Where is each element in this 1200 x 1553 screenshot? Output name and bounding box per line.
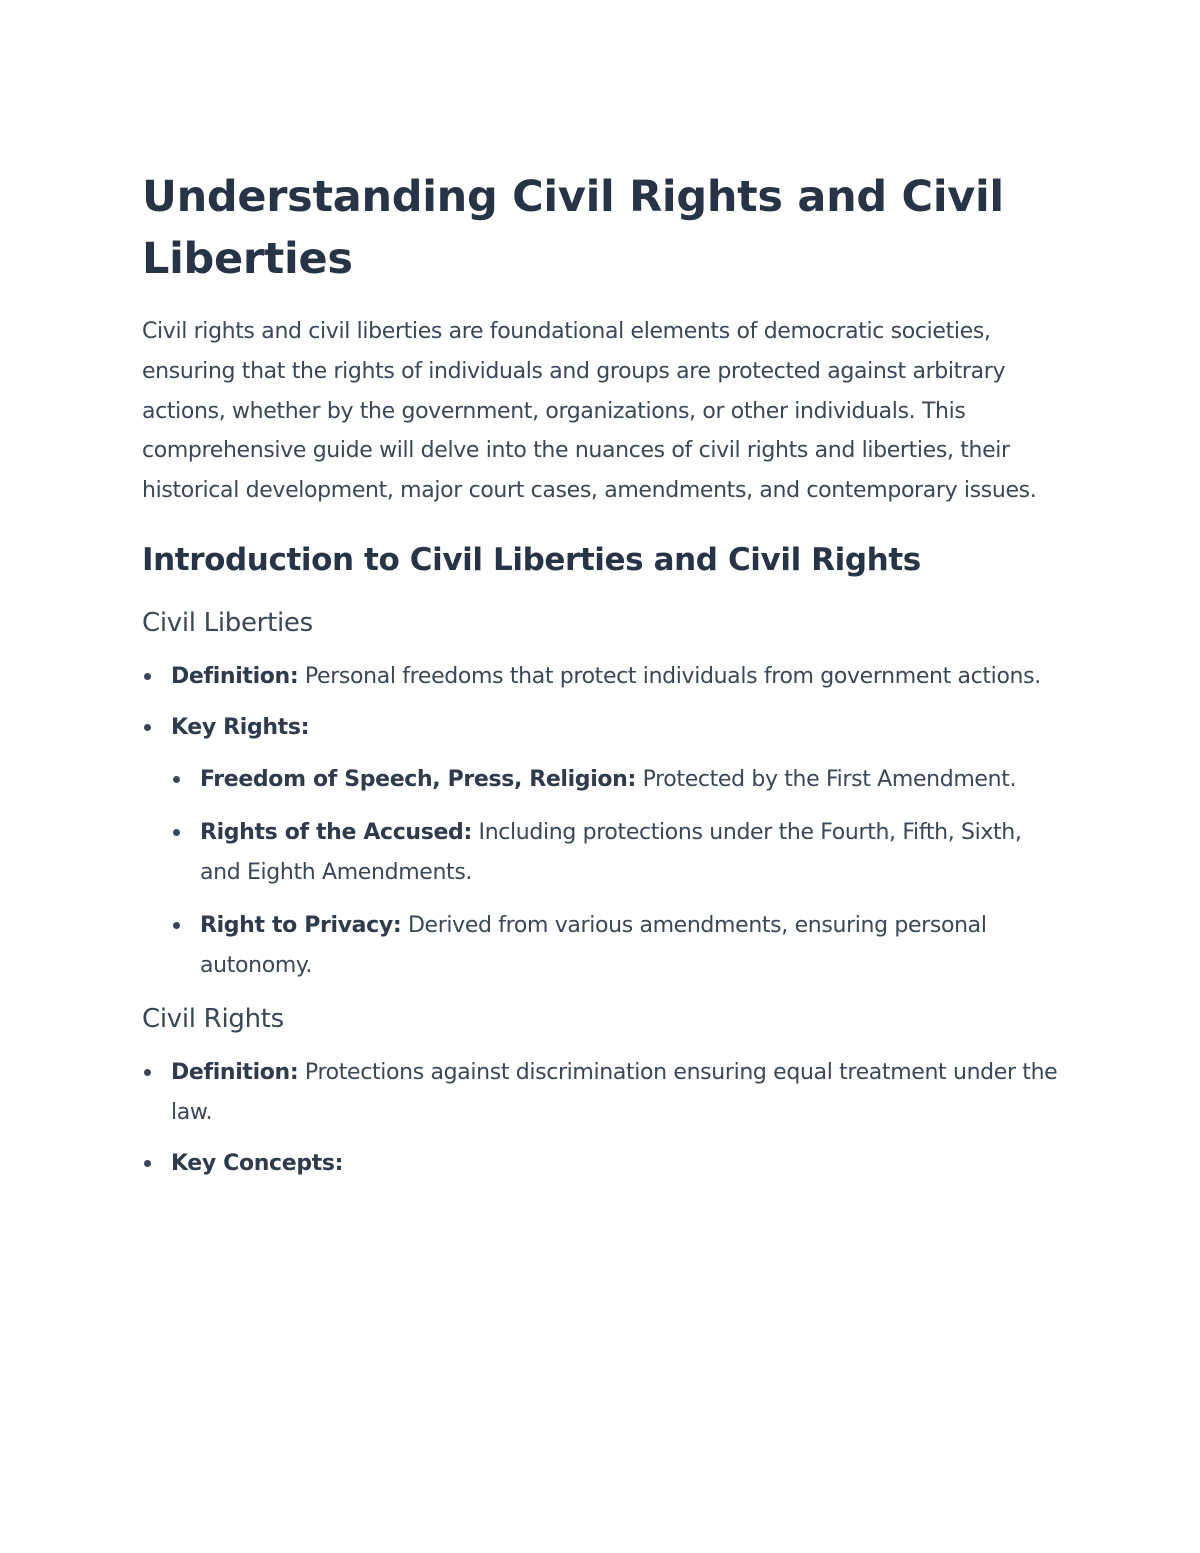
definition-term: Definition: <box>171 1060 299 1086</box>
section-heading: Introduction to Civil Liberties and Civil Rights <box>142 541 921 578</box>
list-item <box>171 906 1062 985</box>
definition-text: Personal freedoms that protect individuals from government actions. <box>298 663 1041 689</box>
document-title: Understanding Civil Rights and Civil Liberties <box>142 172 1004 284</box>
key-right-term: Right to Privacy: <box>200 913 402 939</box>
bullet-icon <box>173 829 180 836</box>
civil-rights-list <box>142 1053 1062 1184</box>
key-concepts-term: Key Concepts: <box>171 1151 344 1177</box>
bullet-icon <box>144 1160 151 1167</box>
bullet-icon <box>173 776 180 783</box>
key-right-term: Freedom of Speech, Press, Religion: <box>200 766 636 792</box>
list-item <box>142 708 1062 985</box>
bullet-icon <box>144 724 151 731</box>
key-rights-list <box>171 760 1062 986</box>
list-item <box>171 760 1062 800</box>
civil-rights-heading: Civil Rights <box>142 1004 284 1035</box>
intro-paragraph: Civil rights and civil liberties are foundational elements of democratic societies, ensuring that the rights of individuals and groups are protected against arbitrary actions, whether by the government, organizations, or other individuals. This comprehensive guide will delve into the nuances of civil rights and liberties, their historical development, major court cases, amendments, and contemporary issues. <box>142 319 1037 504</box>
civil-liberties-heading: Civil Liberties <box>142 607 313 638</box>
bullet-icon <box>173 922 180 929</box>
key-right-text: Protected by the First Amendment. <box>635 766 1017 792</box>
key-right-text: Including protections under the Fourth, Fifth, Sixth, and Eighth Amendments. <box>200 820 1022 885</box>
list-item <box>142 1144 1062 1184</box>
definition-term: Definition: <box>171 663 299 689</box>
document-page <box>142 166 1062 1196</box>
definition-text: Protections against discrimination ensuring equal treatment under the law. <box>171 1060 1058 1125</box>
bullet-icon <box>144 1069 151 1076</box>
key-right-term: Rights of the Accused: <box>200 820 472 846</box>
key-right-text: Derived from various amendments, ensuring personal autonomy. <box>200 913 987 978</box>
bullet-icon <box>144 673 151 680</box>
list-item <box>171 813 1062 892</box>
list-item <box>142 1053 1062 1132</box>
list-item <box>142 657 1062 697</box>
key-rights-term: Key Rights: <box>171 715 310 741</box>
civil-liberties-list <box>142 657 1062 986</box>
